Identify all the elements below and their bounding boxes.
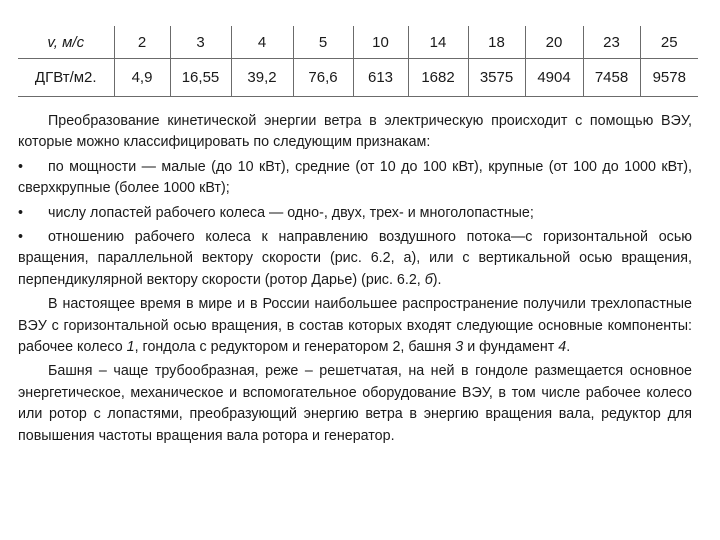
bullet-icon: • <box>18 158 24 175</box>
list-item-axis: • отношению рабочего колеса к направлению воздушного потока—с горизонтальной осью вращения, параллельной вектору скорости (рис. 6.2, а), или с вертикальной осью вращения, перпендикулярной вектору скорости (ротор Дарье) (рис. 6.2, б). <box>18 229 692 288</box>
table-cell: 23 <box>583 26 640 59</box>
table-cell: 39,2 <box>231 59 293 97</box>
table-cell: 1682 <box>408 59 468 97</box>
list-item-power: • по мощности — малые (до 10 кВт), средние (от 10 до 100 кВт), крупные (от 100 до 1000 кВт), сверхкрупные (более 1000 кВт); <box>18 158 692 197</box>
row-label-speed: v, м/с <box>18 26 114 59</box>
table-cell: 2 <box>114 26 170 59</box>
table-row-power <box>18 59 698 97</box>
bullet-icon: • <box>18 204 24 221</box>
table-cell: 9578 <box>640 59 698 97</box>
paragraph-tower: Башня – чаще трубообразная, реже – решетчатая, на ней в гондоле размещается основное энергетическое, механическое и вспомогательное оборудование ВЭУ, в том числе рабочее колесо или ротор с лопастями, преобразующий энергию ветра в энергию вращения вала, редуктор для повышения частоты вращения вала ротора и генератор. <box>18 363 692 444</box>
table-cell: 4 <box>231 26 293 59</box>
table-cell: 16,55 <box>170 59 231 97</box>
table-cell: 25 <box>640 26 698 59</box>
paragraph-intro: Преобразование кинетической энергии ветра в электрическую происходит с помощью ВЭУ, которые можно классифицировать по следующим признакам: <box>18 113 692 151</box>
row-label-power: ДГВт/м2. <box>18 59 114 97</box>
body-text <box>18 111 692 450</box>
table-cell: 18 <box>468 26 525 59</box>
list-item-blades: • числу лопастей рабочего колеса — одно-, двух, трех- и многолопастные; <box>18 203 692 224</box>
table-cell: 20 <box>525 26 583 59</box>
table-cell: 3575 <box>468 59 525 97</box>
table-cell: 76,6 <box>293 59 353 97</box>
table-cell: 4,9 <box>114 59 170 97</box>
paragraph-components: В настоящее время в мире и в России наибольшее распространение получили трехлопастные ВЭУ с горизонтальной осью вращения, в состав которых входят следующие основные компоненты: рабочее колесо 1, гондола с редуктором и генератором 2, башня 3 и фундамент 4. <box>18 296 692 356</box>
table-cell: 10 <box>353 26 408 59</box>
table-row-speed <box>18 26 698 59</box>
table-cell: 3 <box>170 26 231 59</box>
bullet-icon: • <box>18 229 24 246</box>
table-cell: 613 <box>353 59 408 97</box>
wind-power-table <box>18 26 698 97</box>
table-cell: 5 <box>293 26 353 59</box>
table-cell: 7458 <box>583 59 640 97</box>
table-cell: 14 <box>408 26 468 59</box>
table-cell: 4904 <box>525 59 583 97</box>
